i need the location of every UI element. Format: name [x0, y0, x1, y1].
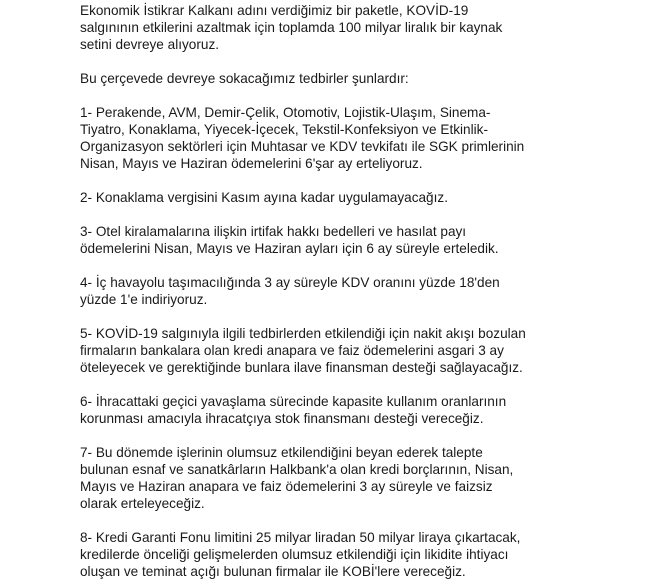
- measure-1-paragraph: 1- Perakende, AVM, Demir-Çelik, Otomotiv, Lojistik-Ulaşım, Sinema- Tiyatro, Konaklama, Yiyecek-İçecek, Tekstil-Konfeksiyon ve Etkinlik- Organizasyon sektörleri için Muhtasar ve KDV tevkifatı ile SGK primlerinin Nisan, Mayıs ve Haziran ödemelerini 6'şar ay erteliyoruz.: [80, 105, 525, 171]
- measure-3-paragraph: 3- Otel kiralamalarına ilişkin irtifak hakkı bedelleri ve hasılat payı ödemelerini Nisan, Mayıs ve Haziran ayları için 6 ay süreyle erteledik.: [80, 224, 499, 256]
- measures-intro-paragraph: Bu çerçevede devreye sokacağımız tedbirler şunlardır:: [80, 71, 409, 86]
- measure-5-paragraph: 5- KOVİD-19 salgınıyla ilgili tedbirlerden etkilendiği için nakit akışı bozulan firmaların bankalara olan kredi anapara ve faiz ödemelerini asgari 3 ay öteleyecek ve gerektiğinde bunlara ilave finansman desteği sağlayacağız.: [80, 326, 526, 375]
- measure-8-paragraph: 8- Kredi Garanti Fonu limitini 25 milyar liradan 50 milyar liraya çıkartacak, kredilerde önceliği gelişmelerden olumsuz etkilendiği için likidite ihtiyacı oluşan ve teminat açığı bulunan firmalar ile KOBİ'lere vereceğiz.: [80, 530, 521, 579]
- measure-6-paragraph: 6- İhracattaki geçici yavaşlama sürecinde kapasite kullanım oranlarının korunması amacıyla ihracatçıya stok finansmanı desteği vereceğiz.: [80, 394, 507, 426]
- measure-7-paragraph: 7- Bu dönemde işlerinin olumsuz etkilendiğini beyan ederek talepte bulunan esnaf ve sanatkârların Halkbank'a olan kredi borçlarının, Nisan, Mayıs ve Haziran anapara ve faiz ödemelerini 3 ay süreyle ve faizsiz olarak erteleyeceğiz.: [80, 445, 514, 511]
- measure-2-paragraph: 2- Konaklama vergisini Kasım ayına kadar uygulamayacağız.: [80, 190, 448, 205]
- measure-4-paragraph: 4- İç havayolu taşımacılığında 3 ay süreyle KDV oranını yüzde 18'den yüzde 1'e indiriyoruz.: [80, 275, 500, 307]
- intro-paragraph: Ekonomik İstikrar Kalkanı adını verdiğimiz bir paketle, KOVİD-19 salgınının etkilerini azaltmak için toplamda 100 milyar liralık bir kaynak setini devreye alıyoruz.: [80, 3, 503, 52]
